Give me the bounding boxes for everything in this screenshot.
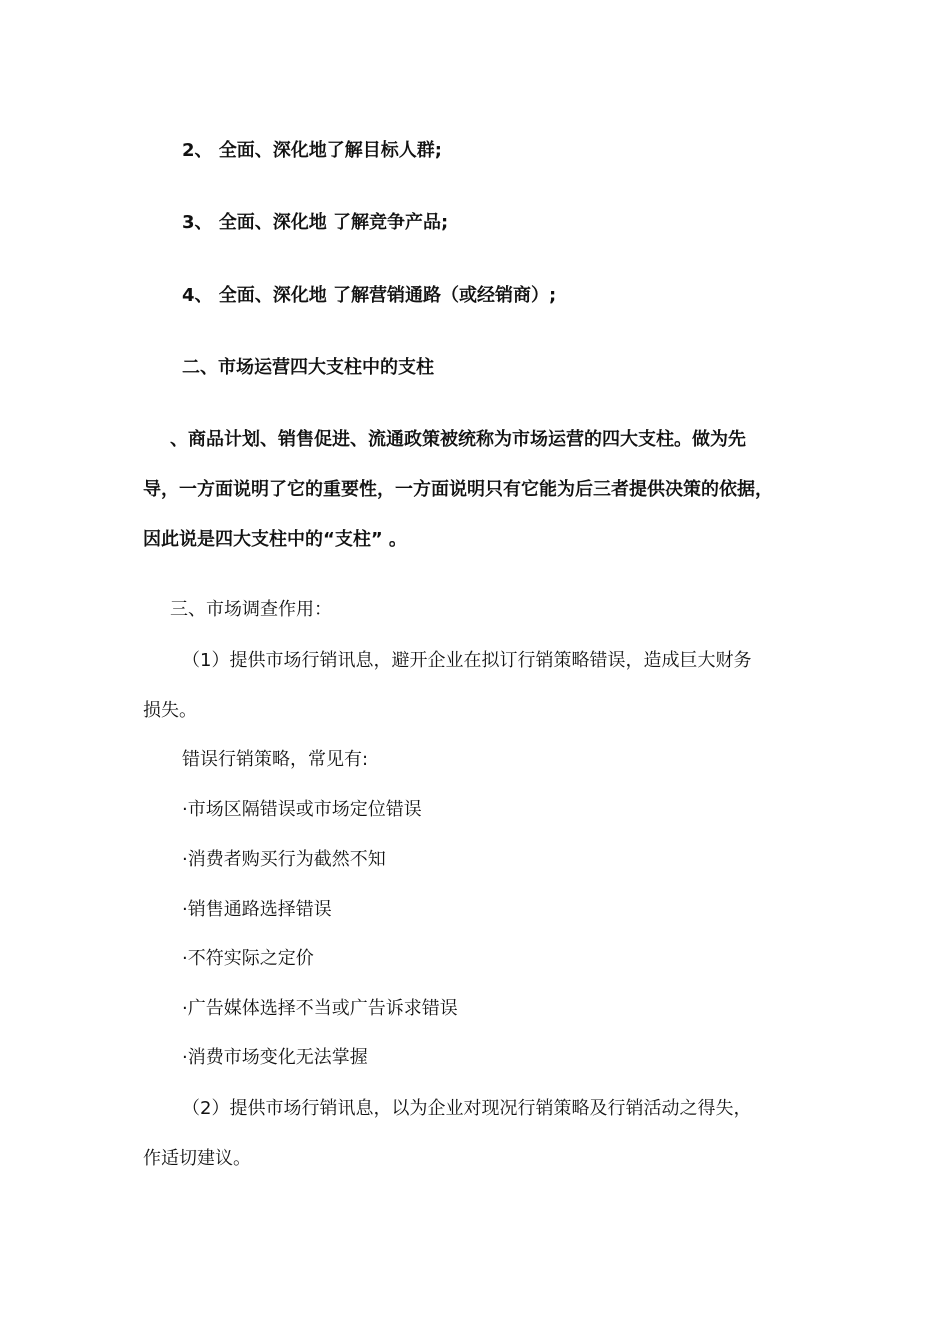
section2-paragraph-line-1: 、商品计划、销售促进、流通政策被统称为市场运营的四大支柱。做为先 <box>170 429 746 450</box>
section2-paragraph-line-2: 导，一方面说明了它的重要性，一方面说明只有它能为后三者提供决策的依据， <box>143 479 773 500</box>
error-item-5: ·广告媒体选择不当或广告诉求错误 <box>182 998 458 1019</box>
common-errors-intro: 错误行销策略，常见有: <box>182 749 369 770</box>
list-item-4: 4、 全面、深化地 了解营销通路（或经销商）; <box>182 285 557 306</box>
section-heading-2: 二、市场运营四大支柱中的支柱 <box>182 357 434 378</box>
error-item-3: ·销售通路选择错误 <box>182 899 332 920</box>
point1-line-2: 损失。 <box>143 700 197 721</box>
error-item-6: ·消费市场变化无法掌握 <box>182 1047 368 1068</box>
list-item-3: 3、 全面、深化地 了解竞争产品; <box>182 212 449 233</box>
point1-line-1: （1）提供市场行销讯息，避开企业在拟订行销策略错误，造成巨大财务 <box>182 650 752 671</box>
list-item-2: 2、 全面、深化地了解目标人群; <box>182 140 442 161</box>
section-heading-3: 三、市场调查作用： <box>170 599 332 620</box>
point2-line-2: 作适切建议。 <box>143 1148 251 1169</box>
error-item-2: ·消费者购买行为截然不知 <box>182 849 386 870</box>
point2-line-1: （2）提供市场行销讯息，以为企业对现况行销策略及行销活动之得失， <box>182 1098 752 1119</box>
section2-paragraph-line-3: 因此说是四大支柱中的“支柱” 。 <box>143 529 407 550</box>
error-item-1: ·市场区隔错误或市场定位错误 <box>182 799 422 820</box>
error-item-4: ·不符实际之定价 <box>182 948 314 969</box>
